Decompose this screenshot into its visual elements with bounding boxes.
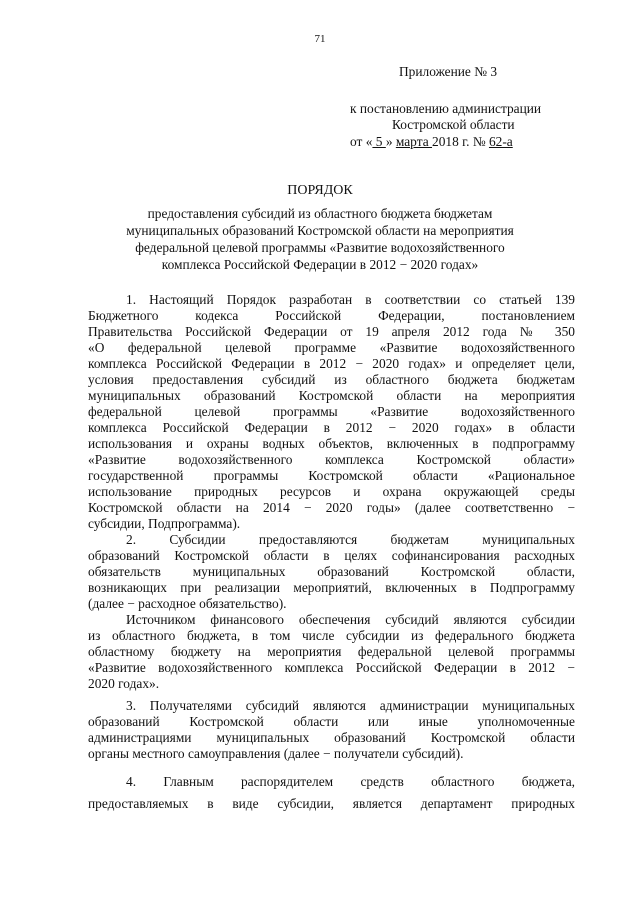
- body-line: «Развитие водохозяйственного комплекса Российской Федерации в 2012 −: [88, 660, 575, 675]
- body-line: Источником финансового обеспечения субсидий являются субсидии: [126, 612, 575, 627]
- subtitle-line: федеральной целевой программы «Развитие водохозяйственного: [135, 240, 505, 255]
- resolution-date-line: [350, 134, 513, 150]
- body-line: обязательств муниципальных образований Костромской области,: [88, 564, 575, 579]
- appendix-heading: Приложение № 3: [399, 64, 498, 79]
- date-prefix: от «: [350, 134, 373, 149]
- date-year: 2018 г. №: [432, 134, 489, 149]
- body-line: «О федеральной целевой программе «Развитие водохозяйственного: [88, 340, 575, 355]
- resolution-ref-line-2: Костромской области: [392, 117, 515, 132]
- body-line: «Развитие водохозяйственного комплекса Костромской области»: [88, 452, 575, 467]
- body-line: Бюджетного кодекса Российской Федерации, постановлением: [88, 308, 575, 323]
- body-line: условия предоставления субсидий из областного бюджета бюджетам: [88, 372, 575, 387]
- body-line: 2. Субсидии предоставляются бюджетам муниципальных: [126, 532, 575, 547]
- body-line: образований Костромской области или иные уполномоченные: [88, 714, 575, 729]
- resolution-ref-line-1: к постановлению администрации: [350, 101, 542, 116]
- body-line: использования и охраны водных объектов, включенных в подпрограмму: [88, 436, 575, 451]
- body-line: Правительства Российской Федерации от 19 апреля 2012 года № 350: [88, 324, 575, 339]
- body-line: 1. Настоящий Порядок разработан в соответствии со статьей 139: [126, 292, 575, 307]
- subtitle-line: муниципальных образований Костромской области на мероприятия: [126, 223, 514, 238]
- body-line: использование природных ресурсов и охрана окружающей среды: [88, 484, 575, 499]
- date-mid: »: [385, 134, 396, 149]
- body-line: (далее − расходное обязательство).: [88, 596, 287, 611]
- body-line: 4. Главным распорядителем средств областного бюджета,: [126, 774, 575, 789]
- body-line: комплекса Российской Федерации в 2012 − 2020 годах» и определяет цели,: [88, 356, 575, 371]
- resolution-number: 62-а: [488, 134, 513, 149]
- body-line: администрациями муниципальных образований Костромской области: [88, 730, 575, 745]
- body-line: муниципальных образований Костромской области на мероприятия: [88, 388, 575, 403]
- body-line: органы местного самоуправления (далее − получатели субсидий).: [88, 746, 464, 761]
- body-line: 2020 годах».: [88, 676, 160, 691]
- body-line: субсидии, Подпрограмма).: [88, 516, 241, 531]
- subtitle-line: комплекса Российской Федерации в 2012 − 2020 годах»: [161, 257, 479, 272]
- body-line: государственной программы Костромской области «Рациональное: [88, 468, 575, 483]
- body-line: Костромской области на 2014 − 2020 годы» (далее соответственно −: [88, 500, 575, 515]
- document-title: ПОРЯДОК: [287, 183, 353, 198]
- subtitle-line: предоставления субсидий из областного бюджета бюджетам: [147, 206, 493, 221]
- body-line: областному бюджету на мероприятия федеральной целевой программы: [88, 644, 575, 659]
- body-line: 3. Получателями субсидий являются администрации муниципальных: [126, 698, 575, 713]
- body-line: возникающих при реализации мероприятий, включенных в Подпрограмму: [88, 580, 575, 595]
- body-line: федеральной целевой программы «Развитие водохозяйственного: [88, 404, 575, 419]
- body-line: предоставляемых в виде субсидии, является департамент природных: [88, 796, 575, 811]
- body-line: образований Костромской области в целях софинансирования расходных: [88, 548, 575, 563]
- body-line: из областного бюджета, в том числе субсидии из федерального бюджета: [88, 628, 575, 643]
- page-number: 71: [314, 33, 326, 45]
- date-day: 5: [372, 134, 386, 149]
- body-line: комплекса Российской Федерации в 2012 − 2020 годах» в области: [88, 420, 575, 435]
- date-month: марта: [395, 134, 433, 149]
